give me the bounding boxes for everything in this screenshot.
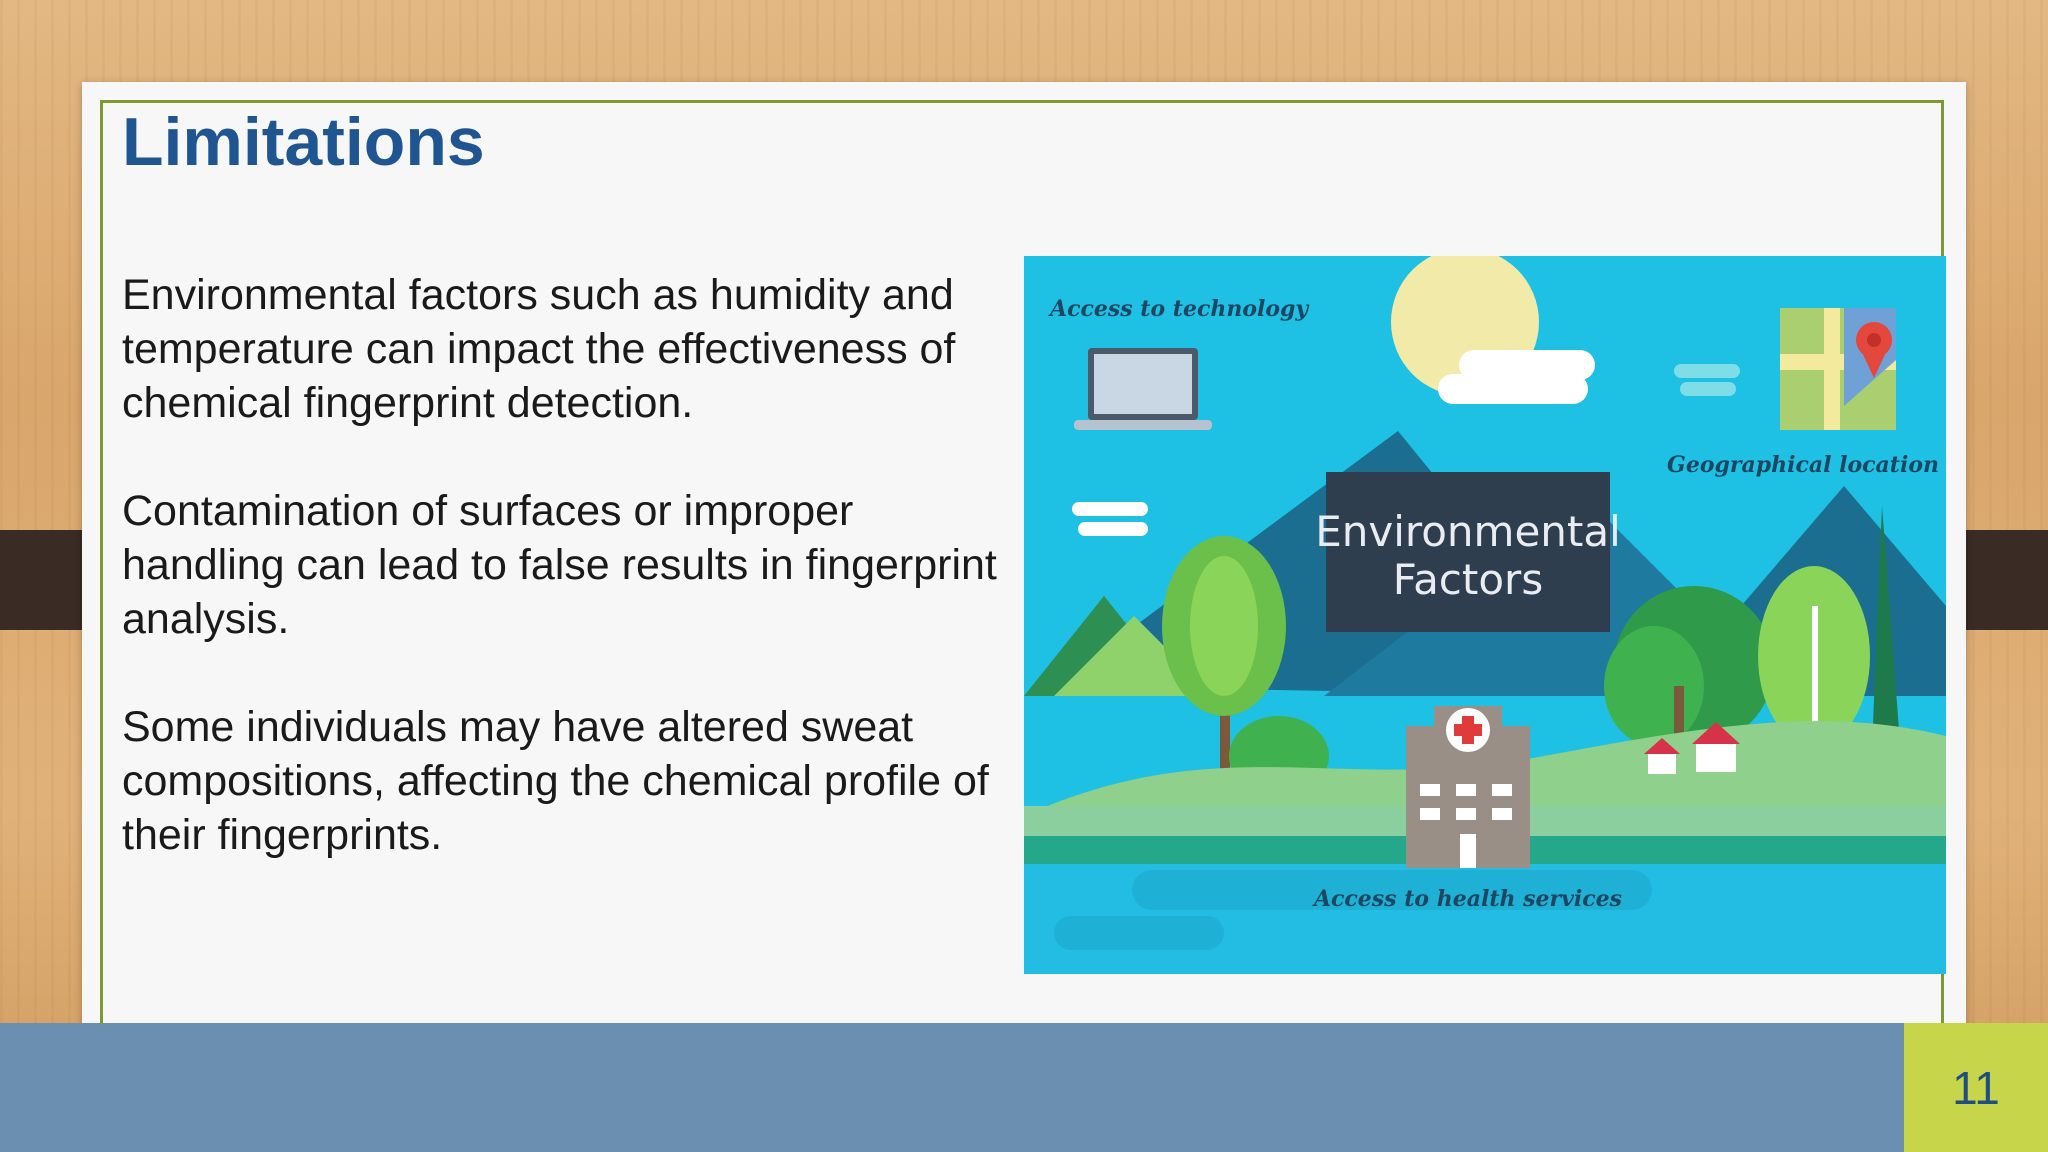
bullet-text: Environmental factors such as humidity and temperature can impact the effectiveness of chemical fingerprint detection. <box>122 271 956 427</box>
caption-technology: Access to technology <box>1050 296 1309 322</box>
panel-heading-line2: Factors <box>1392 555 1544 604</box>
bullet-text: Some individuals may have altered sweat compositions, affecting the chemical profile of their fingerprints. <box>122 703 989 859</box>
slide-title: Limitations <box>122 104 485 180</box>
laptop-icon <box>1074 348 1212 430</box>
caption-location: Geographical location <box>1667 452 1939 478</box>
bullet-list <box>122 268 1012 916</box>
page-number: 11 <box>1904 1023 2048 1152</box>
panel-heading-line1: Environmental <box>1315 507 1621 556</box>
map-pin-icon <box>1780 308 1896 430</box>
bullet-text: Contamination of surfaces or improper handling can lead to false results in fingerprint analysis. <box>122 487 997 643</box>
environmental-factors-illustration <box>1024 256 1946 974</box>
footer-bar <box>0 1023 1904 1152</box>
hospital-icon <box>1406 706 1530 868</box>
caption-health: Access to health services <box>1313 886 1623 912</box>
